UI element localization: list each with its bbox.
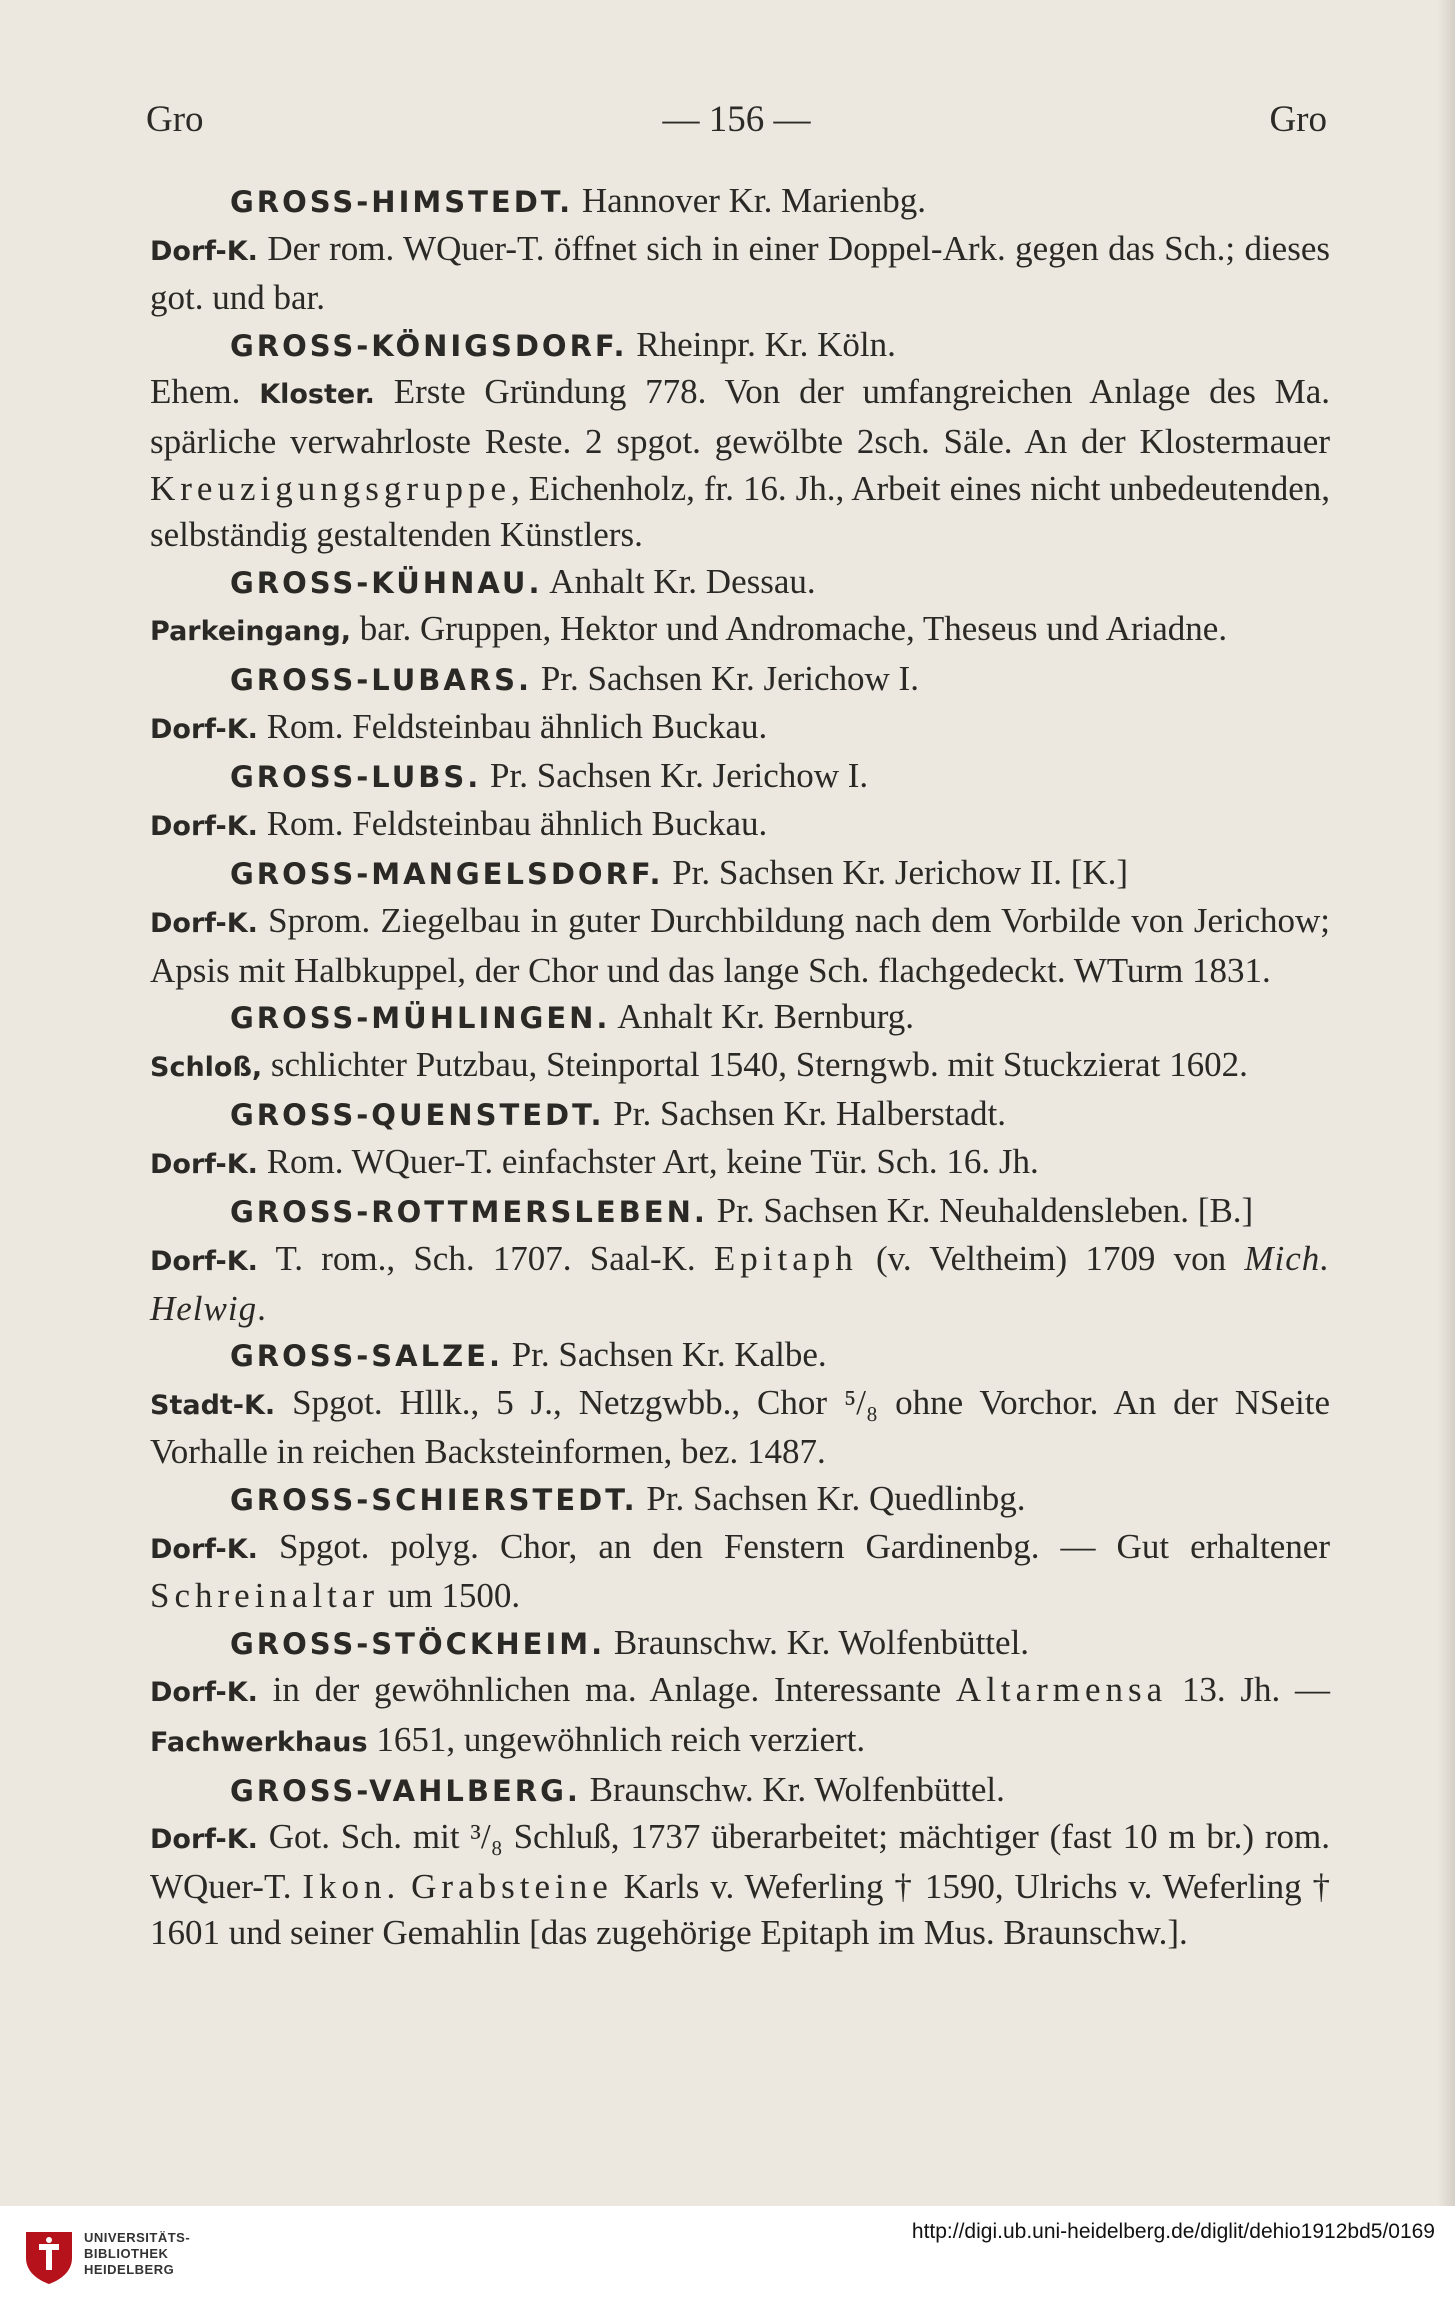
entry-description [150, 606, 1330, 656]
place-name: GROSS-SCHIERSTEDT. [230, 1483, 638, 1518]
entry-description [150, 801, 1330, 851]
spaced-term: Grabsteine [411, 1866, 613, 1906]
library-line: UNIVERSITÄTS- [84, 2230, 191, 2245]
description-text: Rom. Feldsteinbau ähnlich Buckau. [257, 706, 768, 746]
entry-heading [150, 1091, 1330, 1139]
entry-heading [150, 1188, 1330, 1236]
description-text: (v. Veltheim) 1709 von [857, 1239, 1245, 1279]
spaced-term: Epitaph [713, 1239, 858, 1279]
entry-heading [150, 994, 1330, 1042]
entry-list [150, 178, 1330, 1957]
place-name: GROSS-HIMSTEDT. [230, 185, 574, 219]
place-location: Anhalt Kr. Dessau. [542, 561, 816, 601]
place-location: Pr. Sachsen Kr. Kalbe. [502, 1335, 827, 1375]
entry-description [150, 1524, 1330, 1620]
place-name: GROSS-ROTTMERSLEBEN. [230, 1195, 708, 1230]
place-location: Pr. Sachsen Kr. Jerichow II. [K.] [663, 853, 1129, 893]
header-right: Gro [1269, 99, 1327, 140]
description-text: Ehem. [150, 372, 260, 412]
place-name: GROSS-LUBS. [230, 760, 482, 795]
building-label: Dorf-K. [150, 1148, 258, 1180]
entry-heading [150, 322, 1330, 370]
entry-heading [150, 850, 1330, 898]
description-text: Spgot. Hllk., 5 J., Netzgwbb., Chor ⁵/₈ ohne Vorchor. An der NSeite Vorhalle in reichen Backsteinformen, bez. 1487. [150, 1382, 1330, 1472]
building-label: Dorf-K. [150, 1824, 258, 1856]
entry-heading [150, 1332, 1330, 1380]
artist-name: Mich. Helwig [150, 1239, 1331, 1328]
place-location: Pr. Sachsen Kr. Jerichow I. [532, 658, 919, 698]
building-label: Schloß, [150, 1051, 263, 1083]
place-name: GROSS-KÜHNAU. [230, 565, 543, 600]
description-text: 13. Jh. — [1167, 1670, 1331, 1710]
building-label: Dorf-K. [150, 1533, 258, 1565]
entry-description [150, 369, 1330, 558]
entry-description [150, 1139, 1330, 1189]
place-name: GROSS-KÖNIGSDORF. [230, 328, 628, 363]
place-name: GROSS-QUENSTEDT. [230, 1098, 605, 1133]
entry-heading [150, 559, 1330, 607]
entry-description [150, 1814, 1330, 1957]
place-location: Braunschw. Kr. Wolfenbüttel. [605, 1622, 1030, 1662]
description-text: Sprom. Ziegelbau in guter Durchbildung nach dem Vorbilde von Jerichow; Apsis mit Halbkuppel, der Chor und das lange Sch. flachgedeckt. WTurm 1831. [150, 900, 1330, 990]
page-number: — 156 — [662, 99, 811, 140]
description-text: T. rom., Sch. 1707. Saal-K. [257, 1239, 714, 1279]
building-label: Dorf-K. [150, 1677, 258, 1709]
place-location: Pr. Sachsen Kr. Quedlinbg. [637, 1479, 1026, 1519]
spaced-term: Kreuzigungsgruppe [150, 468, 512, 508]
description-text [400, 1867, 411, 1906]
description-text: Der rom. WQuer-T. öffnet sich in einer Doppel-Ark. gegen das Sch.; dieses got. und bar. [150, 228, 1330, 318]
building-label: Dorf-K. [150, 235, 258, 267]
library-line: HEIDELBERG [84, 2262, 175, 2277]
entry-heading [150, 1476, 1330, 1524]
building-label: Dorf-K. [150, 1246, 258, 1278]
building-label: Dorf-K. [150, 713, 258, 745]
viewer-footer [0, 2206, 1455, 2310]
building-label: Dorf-K. [150, 907, 258, 939]
description-text: , Eichenholz, fr. 16. Jh., Arbeit eines nicht unbedeutenden, selbständig gestaltenden Künstlers. [150, 468, 1330, 555]
place-location: Pr. Sachsen Kr. Halberstadt. [604, 1094, 1006, 1134]
place-location: Pr. Sachsen Kr. Neuhaldensleben. [B.] [707, 1191, 1254, 1231]
entry-description [150, 1380, 1330, 1476]
entry-heading [150, 1620, 1330, 1668]
entry-description [150, 226, 1330, 322]
description-text: Rom. WQuer-T. einfachster Art, keine Tür. Sch. 16. Jh. [257, 1141, 1039, 1181]
building-label: Parkeingang, [150, 616, 351, 648]
place-name: GROSS-LUBARS. [230, 662, 533, 697]
description-text: Karls v. Weferling † 1590, Ulrichs v. Weferling † 1601 und seiner Gemahlin [das zugehörige Epitaph im Mus. Braunschw.]. [150, 1866, 1331, 1953]
university-seal-icon [22, 2228, 76, 2286]
place-location: Rheinpr. Kr. Köln. [627, 324, 896, 364]
place-location: Braunschw. Kr. Wolfenbüttel. [580, 1769, 1005, 1809]
spaced-term: Schreinaltar [150, 1576, 380, 1616]
entry-heading [150, 656, 1330, 704]
spaced-term: Altarmensa [955, 1670, 1168, 1710]
description-text: 1651, ungewöhnlich reich verziert. [367, 1720, 866, 1759]
description-text: Erste Gründung 778. Von der umfangreichen Anlage des Ma. spärliche verwahrloste Reste. 2 spgot. gewölbte 2sch. Säle. An der Klostermauer [150, 372, 1331, 461]
entry-description [150, 704, 1330, 754]
place-location: Anhalt Kr. Bernburg. [610, 997, 915, 1037]
place-location: Pr. Sachsen Kr. Jerichow I. [481, 756, 869, 796]
place-name: GROSS-MÜHLINGEN. [230, 1001, 611, 1036]
entry-description [150, 1042, 1330, 1092]
library-line: BIBLIOTHEK [84, 2246, 169, 2261]
place-name: GROSS-MANGELSDORF. [230, 857, 664, 892]
entry-heading [150, 1767, 1330, 1815]
library-name [84, 2230, 190, 2278]
entry-description [150, 1236, 1330, 1332]
place-name: GROSS-VAHLBERG. [230, 1773, 581, 1808]
entry-heading [150, 178, 1330, 226]
description-text: Spgot. polyg. Chor, an den Fenstern Gardinenbg. — Gut erhaltener [257, 1526, 1330, 1566]
building-label: Dorf-K. [150, 810, 258, 842]
place-location: Hannover Kr. Marienbg. [573, 181, 926, 220]
permalink-url[interactable]: http://digi.ub.uni-heidelberg.de/diglit/dehio1912bd5/0169 [911, 2220, 1435, 2243]
description-text: Got. Sch. mit ³/₈ Schluß, 1737 überarbeitet; mächtiger (fast 10 m br.) rom. WQuer-T. [150, 1817, 1330, 1906]
place-name: GROSS-SALZE. [230, 1339, 503, 1374]
building-label: Fachwerkhaus [150, 1727, 368, 1758]
place-name: GROSS-STÖCKHEIM. [230, 1626, 606, 1661]
description-text: . [257, 1288, 266, 1328]
description-text: Rom. Feldsteinbau ähnlich Buckau. [257, 803, 768, 843]
description-text: schlichter Putzbau, Steinportal 1540, Sterngwb. mit Stuckzierat 1602. [262, 1044, 1248, 1084]
entry-heading [150, 753, 1330, 801]
building-label: Stadt-K. [150, 1389, 276, 1421]
spaced-term: Ikon. [302, 1866, 401, 1906]
description-text: um 1500. [379, 1576, 521, 1616]
running-header [146, 98, 1327, 148]
description-text: bar. Gruppen, Hektor und Andromache, Theseus und Ariadne. [350, 609, 1228, 649]
description-text: in der gewöhnlichen ma. Anlage. Interessante [257, 1670, 956, 1710]
header-left: Gro [146, 99, 204, 140]
entry-description [150, 1667, 1330, 1766]
building-label: Kloster. [259, 379, 375, 411]
entry-description [150, 898, 1330, 994]
